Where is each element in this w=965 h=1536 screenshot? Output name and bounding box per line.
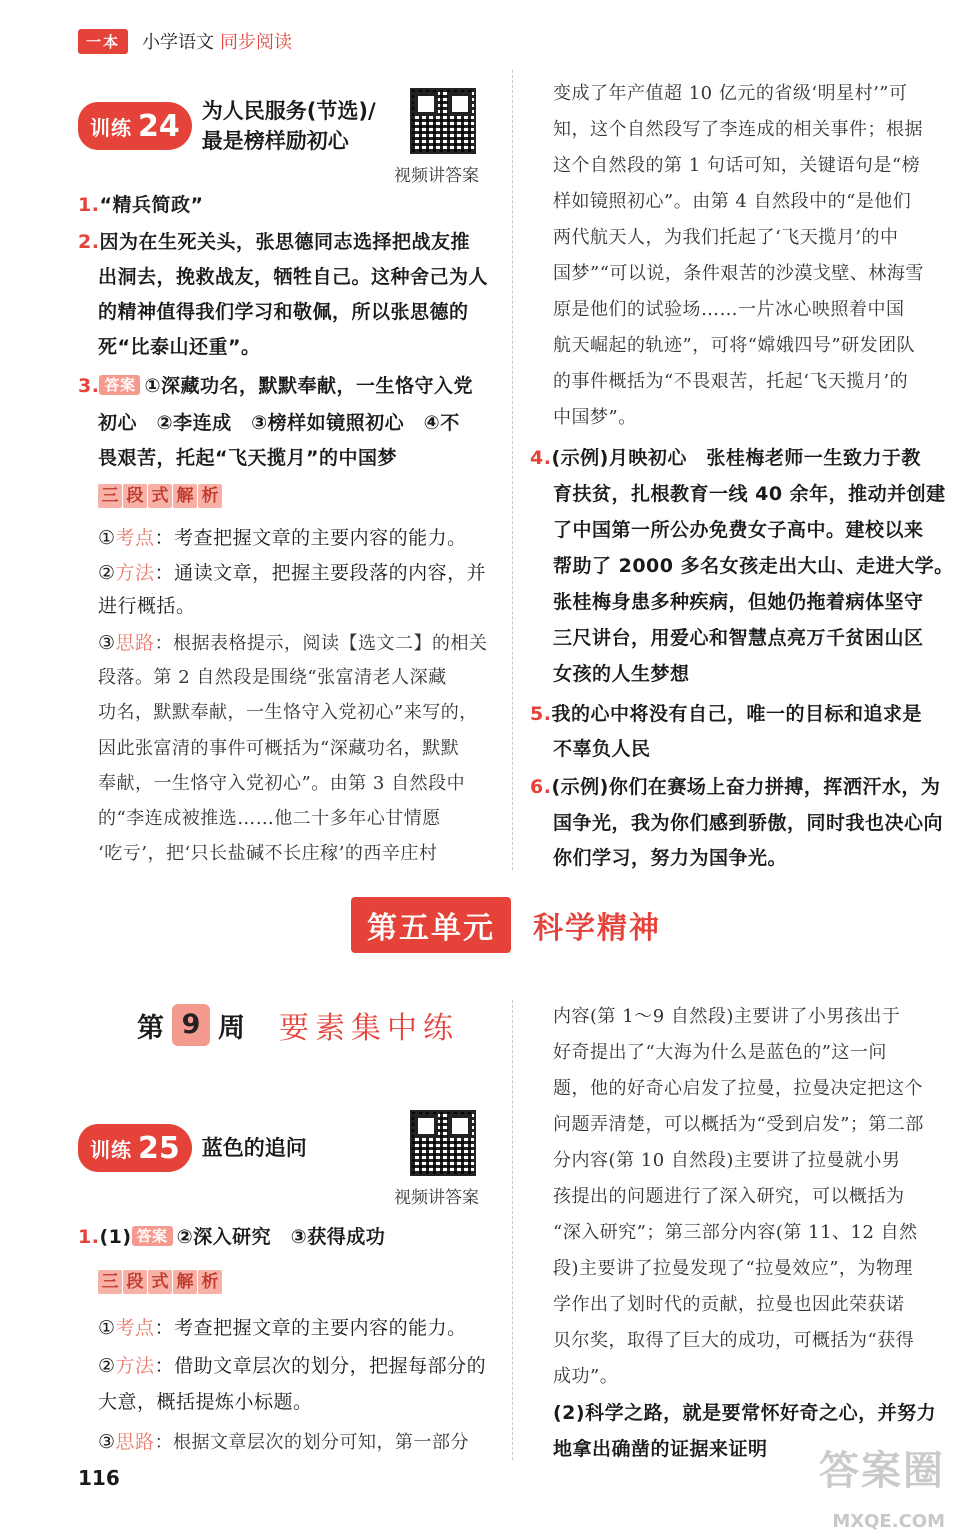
analysis-line: 内容(第 1～9 自然段)主要讲了小男孩出于 bbox=[553, 1006, 901, 1027]
analysis-line: 航天崛起的轨迹”，可将“嫦娥四号”研发团队 bbox=[553, 335, 916, 356]
answer-text: (示例)你们在赛场上奋力拼搏，挥洒汗水，为 bbox=[551, 776, 941, 798]
analysis-tag bbox=[98, 1270, 223, 1294]
column-divider-bottom bbox=[512, 1000, 513, 1460]
answer-tag: 答案 bbox=[99, 375, 140, 395]
question-number: 4. bbox=[530, 447, 552, 469]
tag-char: 段 bbox=[123, 484, 147, 508]
series-subtitle: 同步阅读 bbox=[220, 32, 293, 53]
keyword: 考点 bbox=[115, 527, 155, 549]
question-number: 1. bbox=[78, 194, 100, 216]
answer-tag: 答案 bbox=[132, 1226, 173, 1246]
tag-char: 解 bbox=[173, 1270, 197, 1294]
answer-line: 出洞去，挽救战友，牺牲自己。这种舍己为人 bbox=[98, 266, 489, 288]
unit-banner bbox=[351, 897, 661, 953]
watermark-logo: 答案圈 bbox=[819, 1448, 945, 1494]
page-header bbox=[78, 26, 292, 56]
qr-code-icon[interactable] bbox=[410, 1110, 476, 1176]
tag-char: 段 bbox=[123, 1270, 147, 1294]
tag-char: 解 bbox=[173, 484, 197, 508]
analysis-line bbox=[98, 1430, 469, 1455]
analysis-line: 的事件概括为“不畏艰苦，托起‘飞天揽月’的 bbox=[553, 371, 909, 392]
tag-char: 三 bbox=[98, 484, 122, 508]
keyword: 思路 bbox=[115, 1431, 155, 1453]
answer-line bbox=[78, 230, 470, 254]
keyword: 思路 bbox=[115, 632, 155, 654]
page-number: 116 bbox=[78, 1466, 120, 1490]
analysis-line bbox=[98, 1316, 467, 1340]
answer-line: 帮助了 2000 多名女孩走出大山、走进大学。 bbox=[553, 555, 954, 577]
q25-line bbox=[78, 1225, 385, 1249]
analysis-line: 大意，概括提炼小标题。 bbox=[98, 1391, 313, 1413]
answer-line: 了中国第一所公办免费女子高中。建校以来 bbox=[553, 519, 924, 541]
answer-text: 我的心中将没有自己，唯一的目标和追求是 bbox=[551, 703, 922, 725]
tag-char: 式 bbox=[148, 1270, 172, 1294]
question-number: 2. bbox=[78, 231, 100, 253]
answer-line: (2)科学之路，就是要常怀好奇之心，并努力 bbox=[553, 1402, 937, 1424]
q3-line-1 bbox=[78, 374, 473, 398]
q3-line-3: 畏艰苦，托起“飞天揽月”的中国梦 bbox=[98, 447, 397, 469]
keyword: 方法 bbox=[115, 562, 155, 584]
answer-text: ①深藏功名，默默奉献，一生恪守入党 bbox=[144, 375, 474, 397]
answer-text: ②深入研究 ③获得成功 bbox=[176, 1226, 386, 1248]
week-prefix: 第 bbox=[137, 1012, 164, 1044]
unit-badge: 第五单元 bbox=[351, 897, 511, 953]
tag-char: 三 bbox=[98, 1270, 122, 1294]
training-25-badge bbox=[78, 1124, 192, 1172]
analysis-line: 知，这个自然段写了李连成的相关事件；根据 bbox=[553, 119, 923, 140]
week-number: 9 bbox=[172, 1004, 210, 1046]
analysis-line: 段落。第 2 自然段是围绕“张富清老人深藏 bbox=[98, 667, 447, 688]
analysis-line: “深入研究”；第三部分内容(第 11、12 自然 bbox=[553, 1222, 918, 1243]
answer-line bbox=[530, 702, 922, 726]
qr-label: 视频讲答案 bbox=[394, 1188, 479, 1208]
training-24-title bbox=[202, 96, 376, 156]
training-label: 训练 bbox=[90, 1137, 132, 1162]
answer-text: (示例)月映初心 张桂梅老师一生致力于教 bbox=[551, 447, 921, 469]
question-number: 6. bbox=[530, 776, 552, 798]
analysis-line: 奉献，一生恪守入党初心”。由第 3 自然段中 bbox=[98, 773, 466, 794]
analysis-line bbox=[98, 631, 488, 656]
step-marker: ① bbox=[98, 527, 116, 549]
answer-text: 因为在生死关头，张思德同志选择把战友推 bbox=[99, 231, 470, 253]
sub-number: (1) bbox=[99, 1226, 132, 1248]
training-25-title: 蓝色的追问 bbox=[201, 1136, 307, 1160]
analysis-text: ：考查把握文章的主要内容的能力。 bbox=[154, 527, 467, 549]
question-number: 5. bbox=[530, 703, 552, 725]
analysis-line: 因此张富清的事件可概括为“深藏功名，默默 bbox=[98, 738, 460, 759]
analysis-line: 学作出了划时代的贡献，拉曼也因此荣获诺 bbox=[553, 1294, 905, 1315]
analysis-line: 题，他的好奇心启发了拉曼，拉曼决定把这个 bbox=[553, 1078, 923, 1099]
analysis-line: 分内容(第 10 自然段)主要讲了拉曼就小男 bbox=[553, 1150, 901, 1171]
analysis-tag bbox=[98, 484, 223, 508]
analysis-line bbox=[98, 1354, 486, 1378]
answer-text: “精兵简政” bbox=[99, 194, 204, 216]
answer-line: 你们学习，努力为国争光。 bbox=[553, 847, 788, 869]
analysis-line: 进行概括。 bbox=[98, 595, 196, 617]
analysis-text: ：根据文章层次的划分可知，第一部分 bbox=[154, 1432, 470, 1453]
analysis-line: 的“李连成被推选……他二十多年心甘情愿 bbox=[98, 808, 441, 829]
analysis-line: 样如镜照初心”。由第 4 自然段中的“是他们 bbox=[553, 191, 912, 212]
week-suffix: 周 bbox=[218, 1012, 245, 1044]
answer-line: 国争光，我为你们感到骄傲，同时我也决心向 bbox=[553, 812, 944, 834]
answer-line: 死“比泰山还重”。 bbox=[98, 336, 261, 358]
analysis-line bbox=[98, 526, 467, 550]
answer-line: 张桂梅身患多种疾病，但她仍拖着病体坚守 bbox=[553, 591, 924, 613]
step-marker: ③ bbox=[98, 632, 116, 654]
qr-label: 视频讲答案 bbox=[394, 166, 479, 186]
series-title: 小学语文 bbox=[142, 32, 215, 53]
brand-logo: 一本 bbox=[78, 29, 128, 54]
q3-line-2: 初心 ②李连成 ③榜样如镜照初心 ④不 bbox=[98, 412, 460, 434]
column-divider-top bbox=[512, 70, 513, 870]
analysis-line: 两代航天人，为我们托起了‘飞天揽月’的中 bbox=[553, 227, 899, 248]
step-marker: ③ bbox=[98, 1431, 116, 1453]
analysis-text: ：借助文章层次的划分，把握每部分的 bbox=[154, 1355, 487, 1377]
answer-line bbox=[530, 775, 940, 799]
analysis-line: 好奇提出了“大海为什么是蓝色的”这一问 bbox=[553, 1042, 887, 1063]
answer-line bbox=[78, 193, 203, 217]
training-25-heading bbox=[78, 1124, 307, 1172]
answer-line: 地拿出确凿的证据来证明 bbox=[553, 1438, 768, 1460]
keyword: 考点 bbox=[115, 1317, 155, 1339]
tag-char: 析 bbox=[198, 1270, 222, 1294]
training-24-badge bbox=[78, 102, 192, 150]
analysis-line: 中国梦”。 bbox=[553, 407, 637, 428]
answer-line: 育扶贫，扎根教育一线 40 余年，推动并创建 bbox=[553, 483, 946, 505]
analysis-line: 原是他们的试验场……一片冰心映照着中国 bbox=[553, 299, 905, 320]
answer-line: 不辜负人民 bbox=[553, 738, 651, 760]
analysis-line: 变成了年产值超 10 亿元的省级‘明星村’”可 bbox=[553, 83, 908, 104]
training-number: 25 bbox=[138, 1130, 180, 1166]
answer-line: 的精神值得我们学习和敬佩，所以张思德的 bbox=[98, 301, 469, 323]
analysis-line: 孩提出的问题进行了深入研究，可以概括为 bbox=[553, 1186, 905, 1207]
qr-code-icon[interactable] bbox=[410, 88, 476, 154]
training-24-heading bbox=[78, 96, 376, 156]
watermark-url: MXQE.COM bbox=[832, 1511, 945, 1532]
analysis-line: 成功”。 bbox=[553, 1366, 619, 1387]
analysis-line: 段)主要讲了拉曼发现了“拉曼效应”，为物理 bbox=[553, 1258, 913, 1279]
answer-line: 三尺讲台，用爱心和智慧点亮万千贫困山区 bbox=[553, 627, 924, 649]
question-number: 1. bbox=[78, 1226, 100, 1248]
unit-name: 科学精神 bbox=[533, 911, 661, 946]
question-number: 3. bbox=[78, 375, 100, 397]
analysis-line bbox=[98, 561, 486, 585]
keyword: 方法 bbox=[115, 1355, 155, 1377]
answer-line: 女孩的人生梦想 bbox=[553, 663, 690, 685]
step-marker: ② bbox=[98, 1355, 116, 1377]
analysis-line: 这个自然段的第 1 句话可知，关键语句是“榜 bbox=[553, 155, 921, 176]
answer-line bbox=[530, 446, 921, 470]
training-label: 训练 bbox=[90, 115, 132, 140]
step-marker: ① bbox=[98, 1317, 116, 1339]
step-marker: ② bbox=[98, 562, 116, 584]
week-heading bbox=[137, 1003, 459, 1047]
analysis-text: ：考查把握文章的主要内容的能力。 bbox=[154, 1317, 467, 1339]
analysis-text: ：通读文章，把握主要段落的内容，并 bbox=[154, 562, 487, 584]
analysis-line: ‘吃亏’，把‘只长盐碱不长庄稼’的西辛庄村 bbox=[98, 843, 438, 864]
title-line-1: 为人民服务(节选)/ bbox=[201, 99, 376, 123]
analysis-line: 贝尔奖，取得了巨大的成功，可概括为“获得 bbox=[553, 1330, 915, 1351]
analysis-line: 功名，默默奉献，一生恪守入党初心”来写的， bbox=[98, 702, 478, 723]
title-line-2: 最是榜样励初心 bbox=[201, 129, 349, 153]
analysis-line: 问题弄清楚，可以概括为“受到启发”；第二部 bbox=[553, 1114, 924, 1135]
analysis-text: ：根据表格提示，阅读【选文二】的相关 bbox=[154, 633, 488, 654]
training-number: 24 bbox=[138, 108, 180, 144]
tag-char: 式 bbox=[148, 484, 172, 508]
week-title: 要素集中练 bbox=[279, 1011, 459, 1046]
analysis-line: 国梦”“可以说，条件艰苦的沙漠戈壁、林海雪 bbox=[553, 263, 924, 284]
tag-char: 析 bbox=[198, 484, 222, 508]
